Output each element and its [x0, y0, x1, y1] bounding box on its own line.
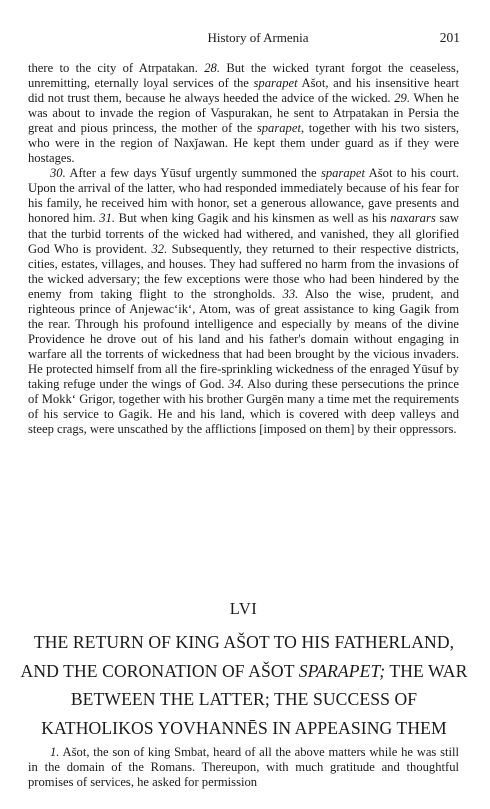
text-run: , together with his two sisters, who were in the region of Naxǰawan. He kept them under guard as if they were hostages. [28, 121, 459, 166]
text-run: Ašot, the son of king Smbat, heard of all the above matters while he was still in the domain of the Romans. Thereupon, with much gratitude and thoughtful promises of services, he asked for permission [28, 745, 459, 790]
text-run: After a few days Yūsuf urgently summoned the [65, 166, 321, 181]
text-run: Subsequently, they returned to their respective districts, cities, estates, villages, and houses. They had suffered no harm from the invasions of the wicked adversary; the few exceptions were those who had been hindered by the enemy from taking flight to the strongholds. [28, 241, 459, 301]
paragraph [28, 166, 459, 437]
text-run: Ašot, and his insensitive heart did not trust them, because he always heeded the advice of the wicked. [28, 76, 459, 106]
text-run: Ašot to his court. Upon the arrival of the latter, who had responded immediately because of his fear for his family, he received him with honor, set a generous allowance, gave presents and honored him. [28, 166, 459, 226]
verse-number: 33. [282, 286, 299, 301]
page-number: 201 [439, 30, 460, 45]
verse-number: 32. [151, 241, 168, 256]
verse-number: 1. [50, 745, 60, 759]
chapter-title-part: THE WAR BETWEEN THE LATTER; THE SUCCESS OF KATHOLIKOS YOVHANNĒS IN APPEASING THEM [41, 660, 468, 738]
verse-number: 28. [204, 61, 220, 75]
paragraph [28, 745, 459, 790]
chapter-title-part: THE RETURN OF KING AŠOT TO HIS FATHERLAND, AND THE CORONATION OF AŠOT [20, 632, 455, 681]
text-run: saw that the turbid torrents of the wicked had withered, and vanished, they all glorified God Who is provident. [28, 211, 460, 256]
text-run: Also the wise, prudent, and righteous prince of Anjewacʻikʻ, Atom, was of great assistance to king Gagik from the rear. Through his profound intelligence and especially by means of the divine Providence he drove out of his land and his father's domain without engaging in warfare all the torrents of wickedness that had been brought by the vicious invaders. He protected himself from all the fire-sprinkling wickedness of the enraged Yūsuf by taking refuge under the wings of God. [28, 286, 459, 391]
chapter-title-italic: SPARAPET; [298, 660, 386, 681]
italic-term: sparapet [320, 166, 366, 181]
chapter-number: LVI [229, 599, 258, 618]
body-text [28, 61, 459, 437]
paragraph [28, 61, 459, 166]
verse-number: 30. [50, 166, 66, 181]
verse-number: 31. [99, 211, 116, 226]
running-title: History of Armenia [207, 30, 309, 45]
verse-number: 29. [394, 91, 410, 106]
italic-term: sparapet [256, 121, 301, 136]
verse-number: 34. [228, 376, 245, 391]
italic-term: naxarars [390, 211, 436, 226]
text-run: Also during these persecutions the prince of Mokkʻ Grigor, together with his brother Gurgēn many a time met the requirements of his service to Gagik. He and his land, which is covered with deep valleys and steep crags, were unscathed by the afflictions [imposed on them] by their oppressors. [28, 376, 459, 437]
text-run: But when king Gagik and his kinsmen as well as his [115, 211, 391, 226]
text-run: But the wicked tyrant forgot the ceaseless, unremitting, eternally loyal services of the [28, 61, 459, 91]
text-run: When he was about to invade the region of Vaspurakan, he sent to Atrpatakan in Persia the great and pious princess, the mother of the [28, 91, 459, 136]
chapter-title [20, 628, 468, 742]
running-header [56, 30, 460, 46]
text-run: there to the city of Atrpatakan. [28, 61, 205, 75]
italic-term: sparapet [253, 76, 298, 91]
chapter-opening-text [28, 745, 459, 790]
